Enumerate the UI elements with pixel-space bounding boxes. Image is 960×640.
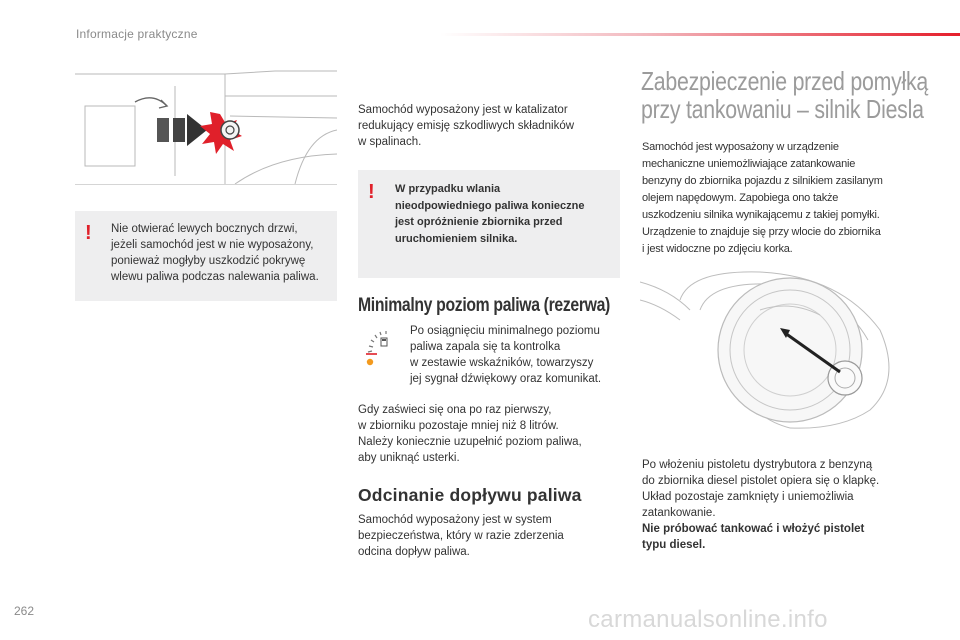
reserve-text: Po osiągnięciu minimalnego poziomu paliwa zapala się ta kontrolka w zestawie wskaźników, towarzyszy jej sygnał dźwiękowy oraz komunikat. xyxy=(410,325,602,385)
diesel-after-text: Po włożeniu pistoletu dystrybutora z benzyną do zbiornika diesel pistolet opiera się o klapkę. Układ pozostaje zamknięty i uniemożliwia zatankowanie. Nie próbować tankować i włożyć pistolet typu diesel. xyxy=(642,459,880,551)
cutoff-heading: Odcinanie dopływu paliwa xyxy=(358,485,582,505)
reserve-heading: Minimalny poziom paliwa (rezerwa) xyxy=(358,295,610,316)
exclamation-icon: ! xyxy=(85,222,92,244)
header-rule xyxy=(440,33,960,36)
section-title: Informacje praktyczne xyxy=(76,27,198,41)
watermark: carmanualsonline.info xyxy=(588,606,828,633)
door-warning-text: Nie otwierać lewych bocznych drzwi, jeżeli samochód jest w nie wyposażony, ponieważ mogłyby uszkodzić pokrywę wlewu paliwa podczas nalewania paliwa. xyxy=(111,223,319,283)
cutoff-text: Samochód wyposażony jest w system bezpieczeństwa, który w razie zderzenia odcina dopływ paliwa. xyxy=(358,514,564,558)
door-warning-box xyxy=(75,211,337,301)
diesel-intro-text: Samochód jest wyposażony w urządzenie mechaniczne uniemożliwiające zatankowanie benzyny do zbiornika pojazdu z silnikiem zasilanym olejem napędowym. Zapobiega ono także uszkodzeniu silnika wynikającemu z takiej pomyłki. Urządzenie to znajduje się przy wlocie do zbiornika i jest widoczne po zdjęciu korka. xyxy=(642,141,883,255)
wrong-fuel-warning-box xyxy=(358,170,620,278)
page-number: 262 xyxy=(14,604,35,618)
diesel-filler-illustration xyxy=(640,270,902,430)
diesel-title-line-1: Zabezpieczenie przed pomyłką xyxy=(641,66,929,96)
diesel-title-line-2: przy tankowaniu – silnik Diesla xyxy=(641,94,924,124)
exclamation-icon: ! xyxy=(368,181,375,203)
catalyst-text: Samochód wyposażony jest w katalizator redukujący emisję szkodliwych składników w spalinach. xyxy=(358,104,575,148)
reserve-text-2: Gdy zaświeci się ona po raz pierwszy, w zbiorniku pozostaje mniej niż 8 litrów. Należy koniecznie uzupełnić poziom paliwa, aby uniknąć usterki. xyxy=(358,404,582,464)
wrong-fuel-warning-text: W przypadku wlania nieodpowiedniego paliwa konieczne jest opróżnienie zbiornika przed uruchomieniem silnika. xyxy=(395,183,585,245)
fuel-reserve-icon xyxy=(362,324,398,368)
fuel-flap-illustration xyxy=(75,66,337,185)
